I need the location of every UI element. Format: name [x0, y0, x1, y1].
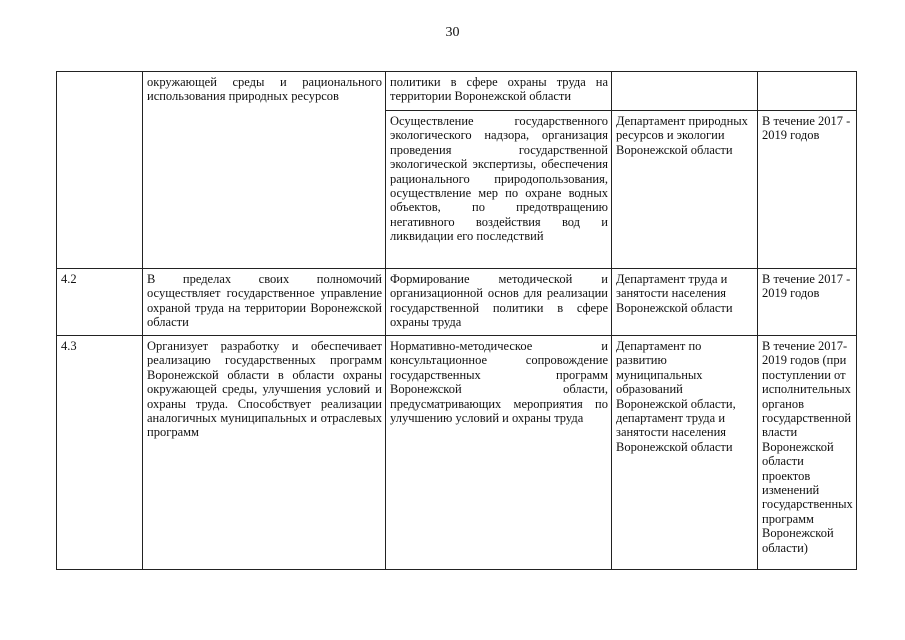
row-number-cell: 4.3	[57, 336, 143, 570]
term-cell	[758, 72, 857, 111]
executor-cell	[612, 72, 758, 111]
measure-cell: Формирование методической и организационной основ для реализации государственной политики в сфере охраны труда	[386, 269, 612, 336]
executor-cell: Департамент по развитию муниципальных образований Воронежской области, департамент труда и занятости населения Воронежской области	[612, 336, 758, 570]
executor-cell: Департамент труда и занятости населения Воронежской области	[612, 269, 758, 336]
term-cell: В течение 2017 - 2019 годов	[758, 111, 857, 269]
page-number: 30	[445, 25, 460, 40]
row-number-cell: 4.2	[57, 269, 143, 336]
goal-cell: Организует разработку и обеспечивает реализацию государственных программ Воронежской области в области охраны окружающей среды, улучшения условий и охраны труда. Способствует реализации аналогичных муниципальных и отраслевых программ	[143, 336, 386, 570]
term-cell: В течение 2017-2019 годов (при поступлении от исполнительных органов государственной власти Воронежской области проектов изменений государственных программ Воронежской области)	[758, 336, 857, 570]
goal-cell: окружающей среды и рационального использования природных ресурсов	[143, 72, 386, 269]
measure-cell: Нормативно-методическое и консультационное сопровождение государственных программ Воронежской области, предусматривающих мероприятия по улучшению условий и охраны труда	[386, 336, 612, 570]
row-number-cell	[57, 72, 143, 269]
measure-cell: политики в сфере охраны труда на территории Воронежской области	[386, 72, 612, 111]
table-row	[57, 269, 857, 336]
executor-cell: Департамент природных ресурсов и экологии Воронежской области	[612, 111, 758, 269]
measure-cell: Осуществление государственного экологического надзора, организация проведения государственной экологической экспертизы, обеспечения рационального природопользования, осуществление мер по охране водных объектов, по предотвращению негативного воздействия вод и ликвидации его последствий	[386, 111, 612, 269]
table-row	[57, 72, 857, 111]
term-cell: В течение 2017 - 2019 годов	[758, 269, 857, 336]
table-row	[57, 336, 857, 570]
goal-cell: В пределах своих полномочий осуществляет государственное управление охраной труда на территории Воронежской области	[143, 269, 386, 336]
measures-table	[56, 71, 857, 570]
